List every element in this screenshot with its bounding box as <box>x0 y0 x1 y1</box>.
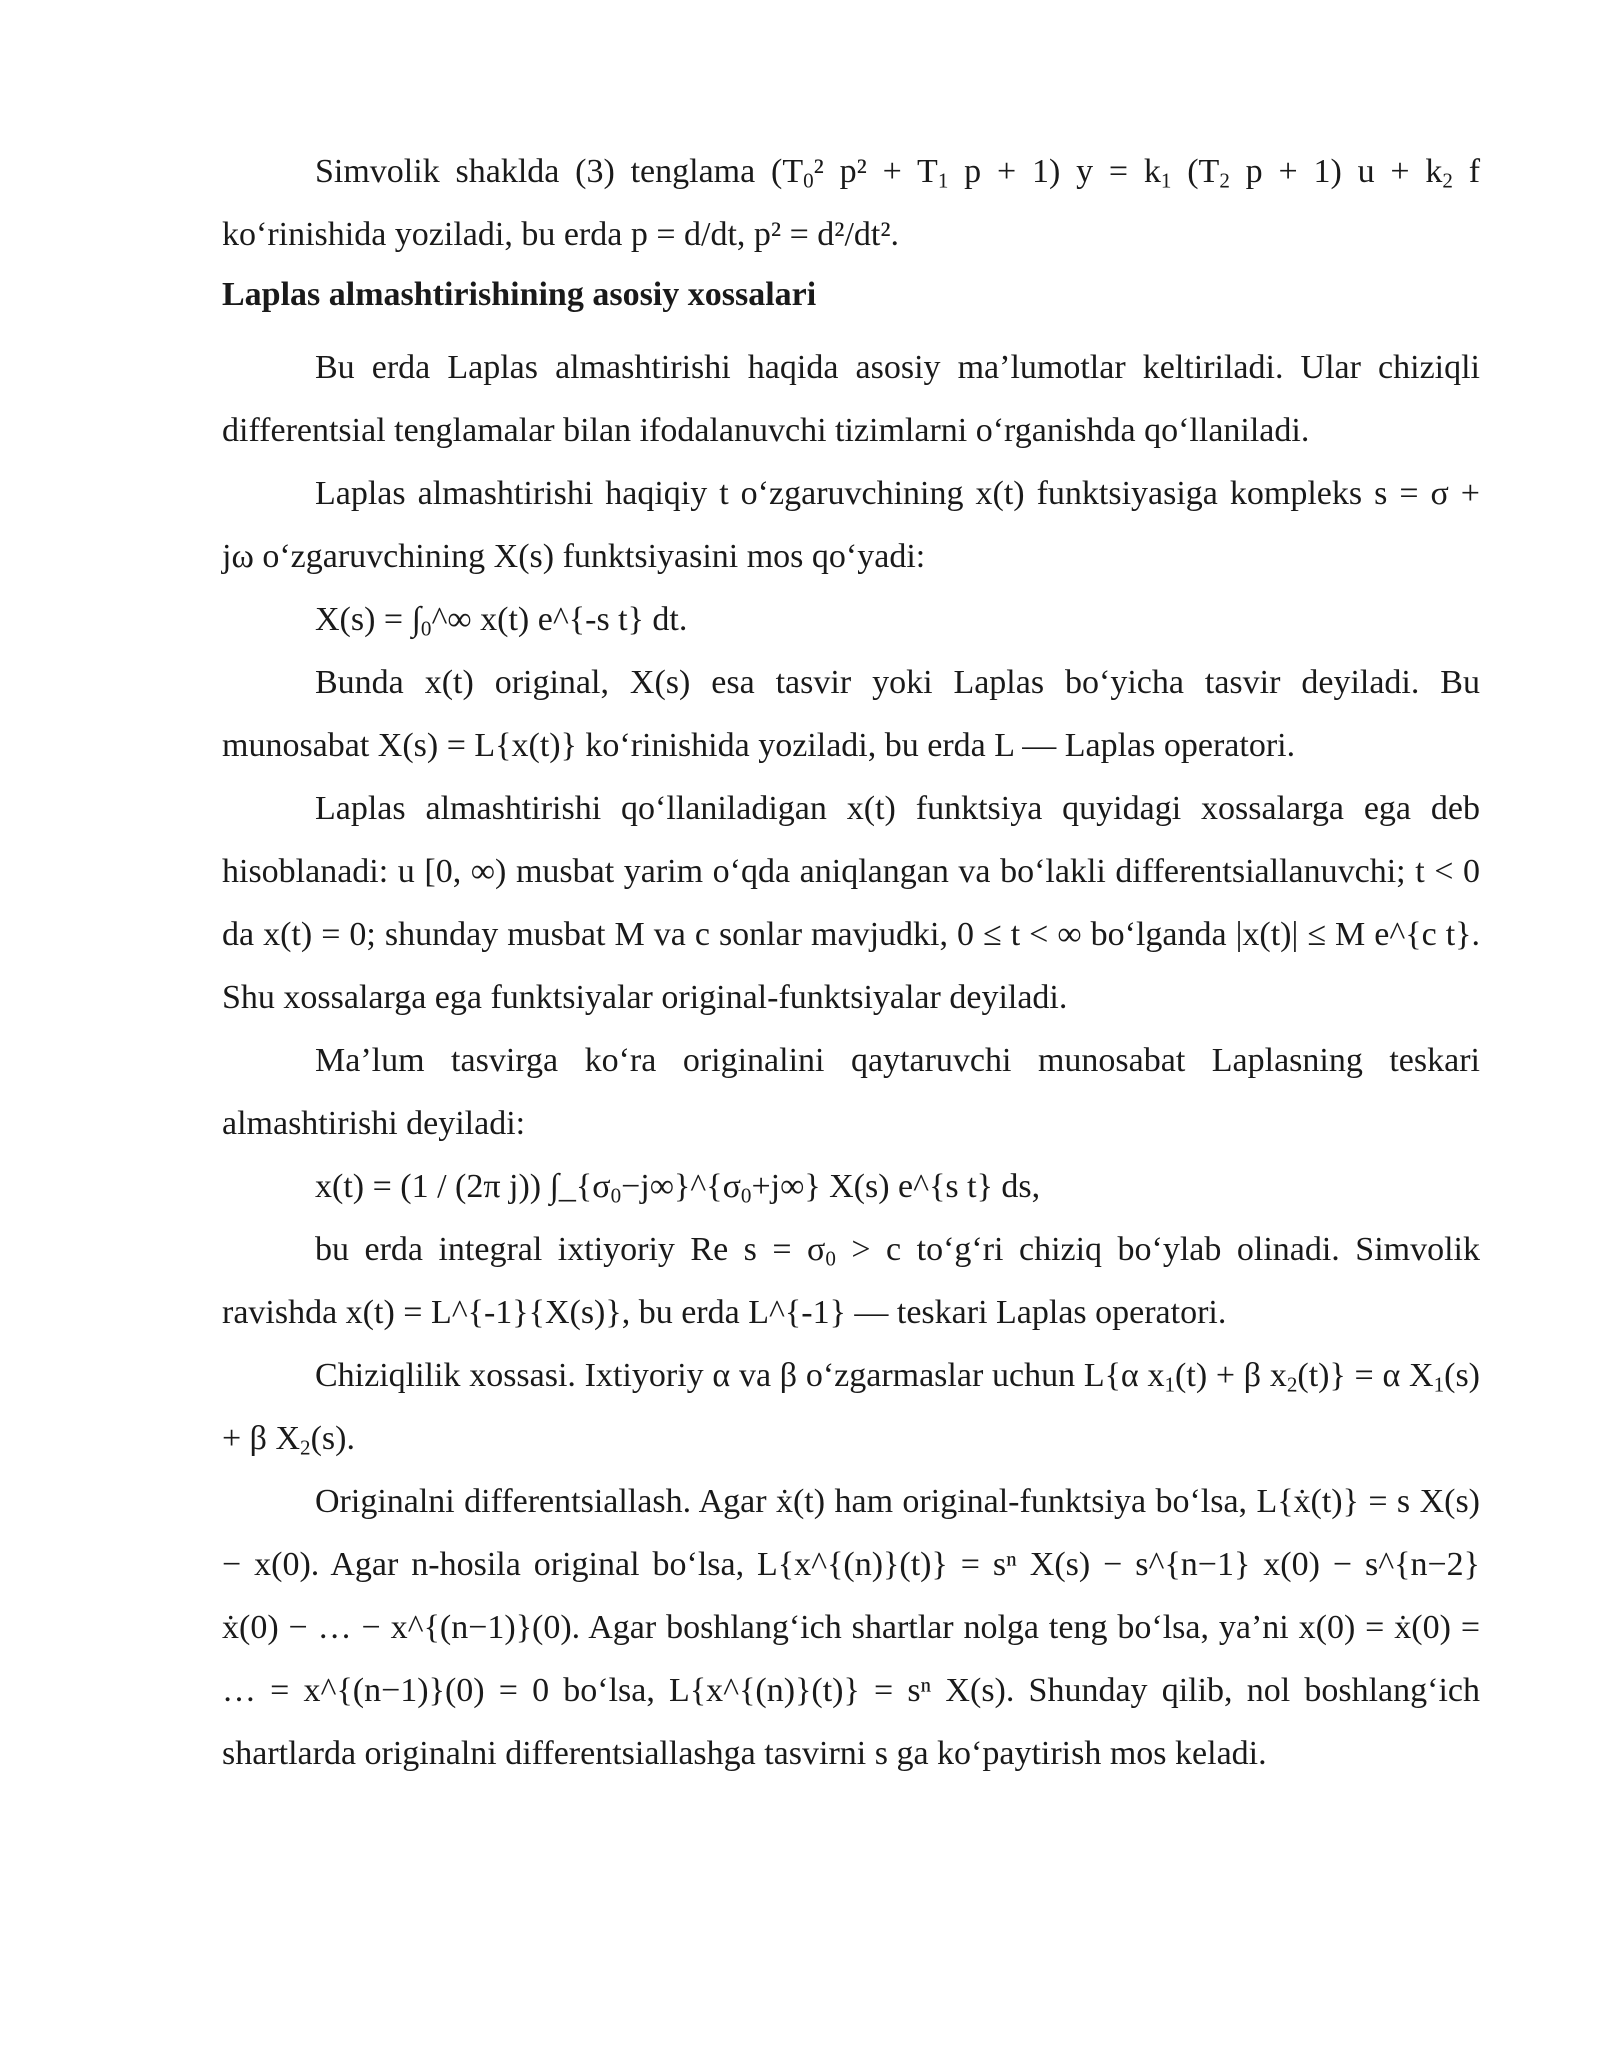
formula-inverse-transform <box>222 1155 1480 1218</box>
subscript: 1 <box>937 168 949 193</box>
subscript: 2 <box>1442 168 1453 193</box>
text-run: +j∞} X(s) e^{s t} ds, <box>751 1168 1041 1205</box>
text-run: ^∞ x(t) e^{-s t} dt. <box>431 601 688 638</box>
section-heading: Laplas almashtirishining asosiy xossalari <box>222 276 817 313</box>
text-run: p + 1) u + k <box>1229 153 1443 190</box>
subscript: 0 <box>825 1246 836 1271</box>
text-run: (T <box>1171 153 1220 190</box>
subscript: 1 <box>1164 1372 1176 1397</box>
text-run: Chiziqlilik xossasi. Ixtiyoriy α va β o‘zgarmaslar uchun L{α x <box>315 1357 1165 1394</box>
text-run: p + 1) y = k <box>948 153 1161 190</box>
text-run: f ko‘rinishida yoziladi, bu erda p = d/dt, p² = d²/dt². <box>222 153 1481 253</box>
subscript: 0 <box>420 616 432 641</box>
subscript: 1 <box>1160 168 1172 193</box>
subscript: 0 <box>610 1183 622 1208</box>
paragraph-intro: Bu erda Laplas almashtirishi haqida asosiy ma’lumotlar keltiriladi. Ular chiziqli differentsial tenglamalar bilan ifodalanuvchi tizimlarni o‘rganishda qo‘llaniladi. <box>222 349 1480 449</box>
text-run: ² p² + T <box>813 153 938 190</box>
subscript: 2 <box>1286 1372 1298 1397</box>
paragraph-laplas-definition: Laplas almashtirishi haqiqiy t o‘zgaruvchining x(t) funktsiyasiga kompleks s = σ + jω o‘zgaruvchining X(s) funktsiyasini mos qo‘yadi: <box>222 475 1480 575</box>
text-run: > c to‘g‘ri chiziq bo‘ylab olinadi. Simvolik ravishda x(t) = L^{-1}{X(s)}, bu erda L^{-1} — teskari Laplas operatori. <box>222 1231 1480 1331</box>
subscript: 0 <box>740 1183 752 1208</box>
text-run: (t)} = α X <box>1297 1357 1434 1394</box>
text-run: bu erda integral ixtiyoriy Re s = σ <box>315 1231 826 1268</box>
paragraph-original-image: Bunda x(t) original, X(s) esa tasvir yoki Laplas bo‘yicha tasvir deyiladi. Bu munosabat X(s) = L{x(t)} ko‘rinishida yoziladi, bu erda L — Laplas operatori. <box>222 664 1480 764</box>
subscript: 2 <box>300 1435 311 1460</box>
paragraph-inverse-intro: Ma’lum tasvirga ko‘ra originalini qaytaruvchi munosabat Laplasning teskari almashtirishi deyiladi: <box>222 1042 1480 1142</box>
text-run: (s). <box>310 1420 355 1457</box>
formula-laplace-transform <box>222 588 1480 651</box>
paragraph-original-properties: Laplas almashtirishi qo‘llaniladigan x(t) funktsiya quyidagi xossalarga ega deb hisoblanadi: u [0, ∞) musbat yarim o‘qda aniqlangan va bo‘lakli differentsiallanuvchi; t < 0 da x(t) = 0; shunday musbat M va c sonlar mavjudki, 0 ≤ t < ∞ bo‘lganda |x(t)| ≤ M e^{c t}. Shu xossalarga ega funktsiyalar original-funktsiyalar deyiladi. <box>222 790 1480 1016</box>
subscript: 2 <box>1219 168 1230 193</box>
paragraph-symbolic-form <box>222 140 1480 266</box>
text-run: Simvolik shaklda (3) tenglama (T <box>315 153 804 190</box>
document-page <box>222 140 1480 1785</box>
text-run: −j∞}^{σ <box>621 1168 741 1205</box>
subscript: 1 <box>1433 1372 1445 1397</box>
paragraph-linearity <box>222 1344 1480 1470</box>
text-run: X(s) = ∫ <box>315 601 421 638</box>
text-run: x(t) = (1 / (2π j)) ∫_{σ <box>315 1168 611 1205</box>
subscript: 0 <box>803 168 814 193</box>
paragraph-inverse-operator <box>222 1218 1480 1344</box>
text-run: (s) + β X <box>222 1357 1481 1457</box>
text-run: (t) + β x <box>1175 1357 1287 1394</box>
paragraph-differentiation: Originalni differentsiallash. Agar ẋ(t) ham original-funktsiya bo‘lsa, L{ẋ(t)} = s X(s) − x(0). Agar n-hosila original bo‘lsa, L{x^{(n)}(t)} = sⁿ X(s) − s^{n−1} x(0) − s^{n−2} ẋ(0) − … − x^{(n−1)}(0). Agar boshlang‘ich shartlar nolga teng bo‘lsa, ya’ni x(0) = ẋ(0) = … = x^{(n−1)}(0) = 0 bo‘lsa, L{x^{(n)}(t)} = sⁿ X(s). Shunday qilib, nol boshlang‘ich shartlarda originalni differentsiallashga tasvirni s ga ko‘paytirish mos keladi. <box>222 1483 1480 1772</box>
